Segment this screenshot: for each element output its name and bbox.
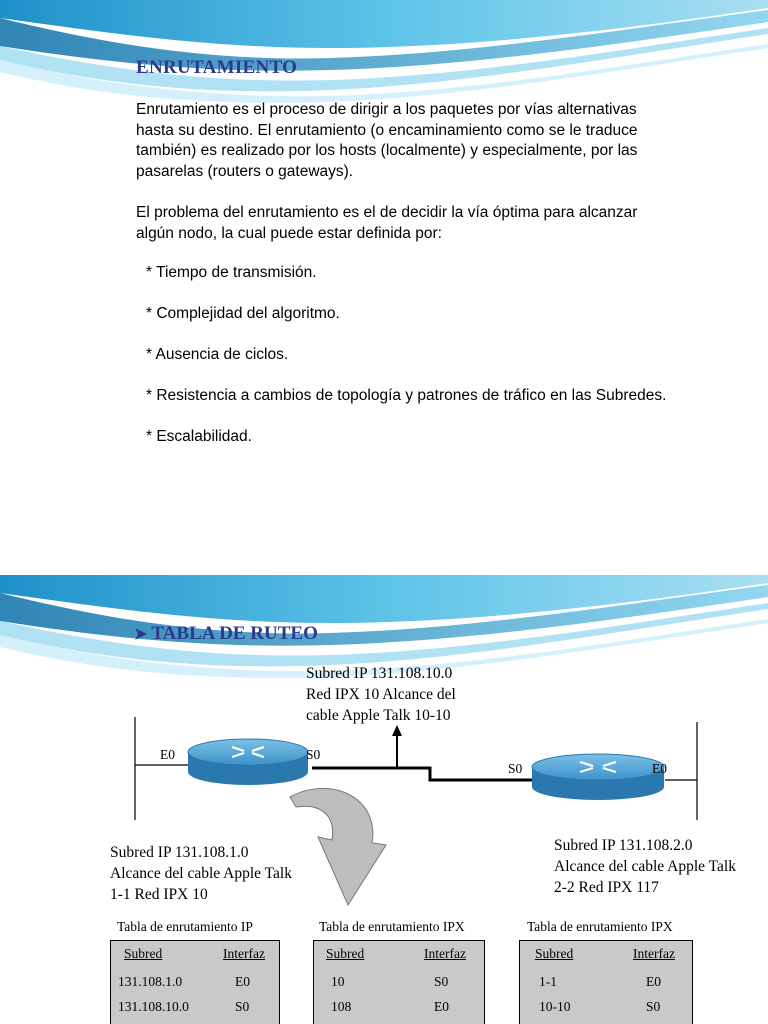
bullet-item: * Complejidad del algoritmo.	[146, 305, 340, 322]
table-header: Interfaz	[424, 946, 466, 961]
bullet-item: * Escalabilidad.	[146, 428, 252, 445]
table-caption: Tabla de enrutamiento IP	[117, 919, 253, 934]
serial-link	[312, 768, 532, 780]
table-cell: 131.108.10.0	[118, 999, 189, 1014]
label-line: Alcance del cable Apple Talk	[554, 858, 736, 875]
label-line: Red IPX 10 Alcance del	[306, 686, 456, 703]
table-header: Subred	[326, 946, 365, 961]
label-line: Alcance del cable Apple Talk	[110, 865, 292, 882]
table-cell: 10-10	[539, 999, 571, 1014]
bullet-item: * Resistencia a cambios de topología y patrones de tráfico en las Subredes.	[146, 387, 667, 404]
label-line: Subred IP 131.108.10.0	[306, 665, 453, 682]
routing-table-ip	[110, 940, 280, 1024]
table-cell: S0	[235, 999, 250, 1014]
up-arrow-icon	[392, 725, 402, 736]
port-label: S0	[508, 761, 523, 776]
paragraph-line: también) es realizado por los hosts (localmente) y especialmente, por las	[136, 142, 638, 159]
curved-arrow-icon	[290, 788, 386, 905]
bullet-item: * Tiempo de transmisión.	[146, 264, 317, 281]
label-line: Subred IP 131.108.1.0	[110, 844, 249, 861]
label-line: Subred IP 131.108.2.0	[554, 837, 693, 854]
port-label: E0	[652, 761, 667, 776]
paragraph-line: Enrutamiento es el proceso de dirigir a los paquetes por vías alternativas	[136, 101, 637, 118]
table-cell: 108	[331, 999, 352, 1014]
table-caption: Tabla de enrutamiento IPX	[319, 919, 465, 934]
subnet-label-left	[110, 842, 292, 905]
problem-paragraph	[136, 203, 736, 244]
port-label: S0	[306, 747, 321, 762]
slide-title-text: TABLA DE RUTEO	[151, 623, 318, 644]
table-cell: 10	[331, 974, 345, 989]
table-header: Interfaz	[633, 946, 675, 961]
port-label: E0	[160, 747, 175, 762]
label-line: 1-1 Red IPX 10	[110, 886, 208, 903]
page-title: ENRUTAMIENTO	[136, 57, 298, 78]
table-cell: E0	[235, 974, 250, 989]
paragraph-line: pasarelas (routers o gateways).	[136, 162, 354, 180]
bullet-item: * Ausencia de ciclos.	[146, 346, 289, 363]
table-cell: E0	[646, 974, 661, 989]
subnet-label-center	[306, 663, 456, 726]
paragraph-line: hasta su destino. El enrutamiento (o encaminamiento como se le traduce	[136, 121, 638, 139]
table-cell: 1-1	[539, 974, 557, 989]
router-right-icon	[532, 754, 664, 800]
routing-table-ipx-1	[313, 940, 485, 1024]
label-line: 2-2 Red IPX 117	[554, 879, 659, 896]
table-cell: 131.108.1.0	[118, 974, 183, 989]
router-left-icon	[188, 739, 308, 785]
table-caption: Tabla de enrutamiento IPX	[527, 919, 673, 934]
table-header: Subred	[124, 946, 163, 961]
table-header: Interfaz	[223, 946, 265, 961]
table-cell: S0	[646, 999, 661, 1014]
subnet-label-right	[554, 835, 736, 898]
arrow-bullet-icon: ➤	[134, 626, 148, 643]
table-header: Subred	[535, 946, 574, 961]
table-cell: S0	[434, 974, 449, 989]
slide-tabla-de-ruteo	[0, 575, 768, 1024]
label-line: cable Apple Talk 10-10	[306, 707, 451, 724]
intro-paragraph	[136, 100, 736, 182]
slide-separator	[0, 560, 768, 575]
table-cell: E0	[434, 999, 449, 1014]
paragraph-line: El problema del enrutamiento es el de decidir la vía óptima para alcanzar	[136, 204, 638, 221]
routing-table-ipx-2	[519, 940, 693, 1024]
paragraph-line: algún nodo, la cual puede estar definida por:	[136, 224, 442, 242]
header-wave-decoration	[0, 0, 768, 110]
